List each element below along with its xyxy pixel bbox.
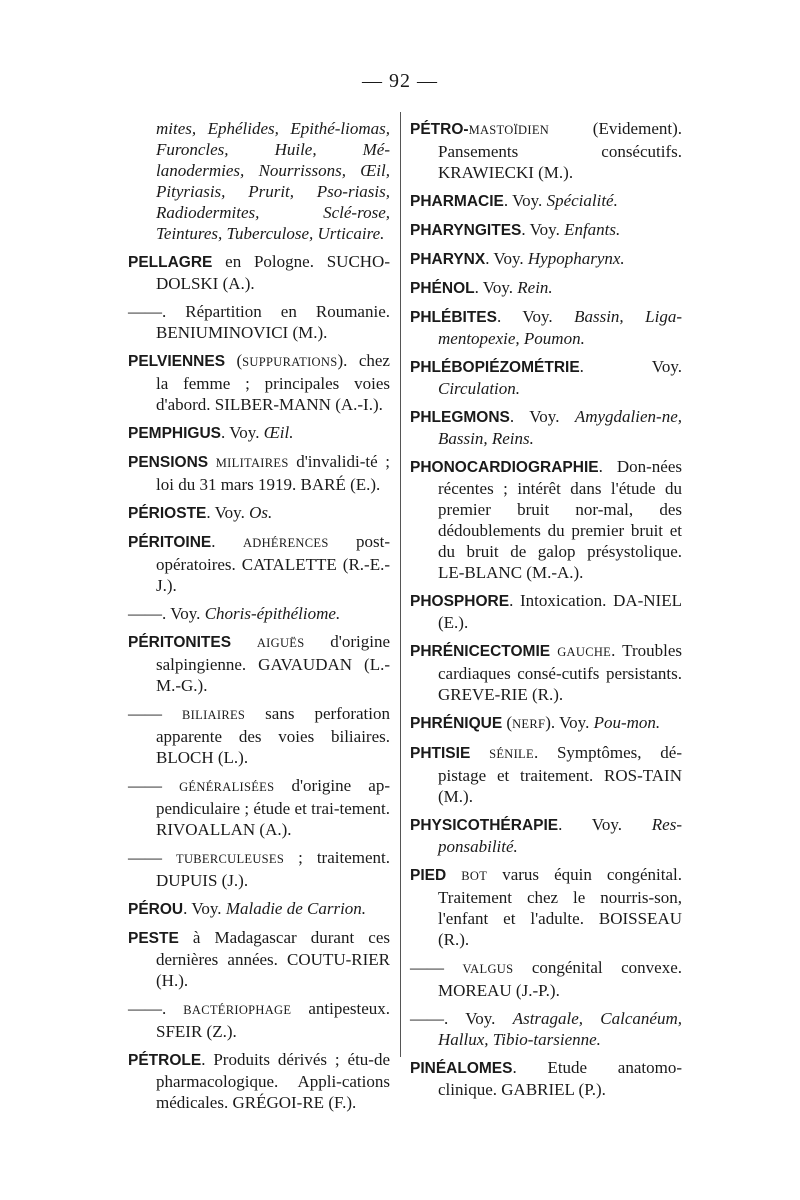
index-entry: [410, 406, 682, 449]
entry-crossref: Œil.: [263, 423, 294, 442]
index-entry: [410, 306, 682, 349]
entry-text: en Pologne. SUCHO-DOLSKI (A.).: [156, 252, 390, 293]
index-entry: [410, 248, 682, 270]
entry-heading: PÉRITOINE: [128, 534, 212, 551]
index-entry: [128, 301, 390, 343]
entry-text: . Don-nées récentes ; intérêt dans l'étude du premier bruit nor-mal, des dédoublements du premier bruit et du bruit de galop présystolique. LE-BLANC (M.-A.).: [438, 457, 682, 582]
index-entry: [410, 219, 682, 241]
entry-crossref: Choris-épithéliome.: [204, 604, 341, 623]
entry-text: antipesteux. SFEIR (Z.).: [156, 999, 390, 1041]
entry-subheading: BOT: [461, 869, 488, 883]
entry-text: congénital convexe. MOREAU (J.-P.).: [438, 958, 682, 1000]
entry-heading: PESTE: [128, 930, 179, 947]
entry-text: . Voy.: [474, 278, 518, 297]
entry-subheading: NERF: [512, 717, 546, 731]
left-column: [128, 118, 390, 1120]
entry-subheading: GÉNÉRALISÉES: [179, 780, 275, 794]
index-entry: [128, 898, 390, 920]
entry-crossref: Pou-mon.: [593, 713, 661, 732]
entry-heading: PÉROU: [128, 901, 184, 918]
index-entry: [128, 451, 390, 495]
entry-text: . Voy.: [496, 307, 575, 326]
entry-crossref: Res-ponsabilité.: [438, 815, 682, 856]
entry-subheading: MASTOÏDIEN: [468, 123, 550, 137]
index-entry: [410, 742, 682, 807]
index-entry: [410, 1057, 682, 1100]
entry-text: ). chez la femme ; principales voies d'abord. SILBER-MANN (A.-I.).: [156, 351, 390, 414]
entry-crossref: Hypopharynx.: [527, 249, 625, 268]
index-entry: [128, 350, 390, 415]
entry-text: . Etude anatomo-clinique. GABRIEL (P.).: [438, 1058, 682, 1099]
index-entry: [410, 590, 682, 633]
index-entry: [128, 1049, 390, 1113]
entry-heading: PHLEGMONS: [410, 409, 510, 426]
index-entry: [410, 712, 682, 735]
entry-text: (: [225, 351, 243, 370]
entry-text: . Voy.: [521, 220, 565, 239]
entry-crossref: Enfants.: [564, 220, 621, 239]
entry-subheading: MILITAIRES: [215, 456, 289, 470]
entry-text: . Voy.: [558, 815, 652, 834]
index-entry: [410, 957, 682, 1001]
entry-heading: PELLAGRE: [128, 254, 213, 271]
index-entry: [410, 864, 682, 950]
entry-heading: PEMPHIGUS: [128, 425, 222, 442]
index-entry: [128, 927, 390, 991]
entry-heading: PIED: [410, 867, 447, 884]
entry-text: ——: [410, 958, 463, 977]
entry-crossref: Spécialité.: [546, 191, 618, 210]
column-divider: [400, 112, 401, 1057]
entry-text: [208, 452, 216, 471]
entry-heading: PÉRIOSTE: [128, 505, 207, 522]
entry-heading: PHÉNOL: [410, 280, 475, 297]
entry-text: [470, 743, 489, 762]
entry-heading: PHTISIE: [410, 745, 471, 762]
index-entry: [410, 814, 682, 857]
entry-text: à Madagascar durant ces dernières années. COUTU-RIER (H.).: [156, 928, 390, 990]
entry-text: . Intoxication. DA-NIEL (E.).: [438, 591, 682, 632]
entry-subheading: BACTÉRIOPHAGE: [183, 1003, 292, 1017]
index-entry: [410, 118, 682, 183]
entry-text: [446, 865, 461, 884]
index-entry: [410, 356, 682, 399]
entry-crossref: Amygdalien-ne, Bassin, Reins.: [438, 407, 682, 448]
index-entry: [128, 531, 390, 596]
entry-text: . Voy.: [579, 357, 682, 376]
entry-text: ——.: [128, 999, 184, 1018]
entry-subheading: TUBERCULEUSES: [176, 852, 285, 866]
entry-text: . Voy.: [183, 899, 226, 918]
entry-text: varus équin congénital. Traitement chez le nourris-son, l'enfant et l'adulte. BOISSEAU (R.).: [438, 865, 682, 949]
entry-text: . Voy.: [485, 249, 528, 268]
entry-heading: PÉTRO-: [410, 121, 469, 138]
entry-text: . Voy.: [509, 407, 575, 426]
entry-heading: PENSIONS: [128, 454, 209, 471]
index-entry: [410, 190, 682, 212]
entry-text: ——. Voy.: [128, 604, 205, 623]
index-entry: [128, 118, 390, 244]
entry-subheading: BILIAIRES: [182, 708, 246, 722]
entry-text: (Evidement). Pansements consécutifs. KRAWIECKI (M.).: [438, 119, 682, 182]
entry-heading: PHONOCARDIOGRAPHIE: [410, 459, 599, 476]
index-entry: [128, 775, 390, 840]
index-entry: [128, 251, 390, 294]
index-entry: [128, 422, 390, 444]
entry-text: d'invalidi-té ; loi du 31 mars 1919. BARÉ (E.).: [156, 452, 391, 494]
index-entry: [410, 640, 682, 705]
entry-heading: PHYSICOTHÉRAPIE: [410, 817, 559, 834]
entry-subheading: AIGUËS: [256, 636, 305, 650]
entry-subheading: GAUCHE: [557, 645, 612, 659]
entry-text: ——. Répartition en Roumanie. BENIUMINOVICI (M.).: [128, 302, 390, 342]
entry-text: ). Voy.: [545, 713, 594, 732]
entry-heading: PÉTROLE: [128, 1052, 202, 1069]
entry-text: ——. Voy.: [410, 1009, 513, 1028]
index-entry: [128, 502, 390, 524]
entry-heading: PÉRITONITES: [128, 634, 232, 651]
entry-text: (: [502, 713, 513, 732]
entry-text: d'origine ap-pendiculaire ; étude et trai-tement. RIVOALLAN (A.).: [156, 776, 390, 839]
entry-heading: PHARYNX: [410, 251, 486, 268]
entry-subheading: VALGUS: [462, 962, 514, 976]
entry-text: d'origine salpingienne. GAVAUDAN (L.-M.-G.).: [156, 632, 390, 695]
entry-crossref: Os.: [249, 503, 273, 522]
entry-text: sans perforation apparente des voies biliaires. BLOCH (L.).: [156, 704, 390, 767]
entry-crossref: Bassin, Liga-mentopexie, Poumon.: [438, 307, 682, 348]
entry-crossref: Circulation.: [438, 379, 521, 398]
entry-subheading: SUPPURATIONS: [242, 355, 338, 369]
entry-heading: PINÉALOMES: [410, 1060, 513, 1077]
entry-heading: PHLÉBITES: [410, 309, 497, 326]
entry-crossref: Astragale, Calcanéum, Hallux, Tibio-tarsienne.: [438, 1009, 682, 1049]
index-entry: [410, 456, 682, 583]
entry-text: post-opératoires. CATALETTE (R.-E.-J.).: [156, 532, 391, 595]
index-entry: [128, 631, 390, 696]
entry-text: ——: [128, 776, 180, 795]
entry-text: . Voy.: [206, 503, 250, 522]
entry-text: . Produits dérivés ; étu-de pharmacologique. Appli-cations médicales. GRÉGOI-RE (F.).: [156, 1050, 390, 1112]
entry-text: . Voy.: [503, 191, 547, 210]
entry-text: . Voy.: [221, 423, 264, 442]
entry-heading: PHARMACIE: [410, 193, 504, 210]
right-column: [410, 118, 682, 1107]
entry-text: .: [211, 532, 243, 551]
entry-text: [231, 632, 257, 651]
index-entry: [410, 277, 682, 299]
index-entry: [128, 603, 390, 624]
entry-heading: PELVIENNES: [128, 353, 226, 370]
entry-heading: PHLÉBOPIÉZOMÉTRIE: [410, 359, 580, 376]
entry-text: ; traitement. DUPUIS (J.).: [156, 848, 391, 890]
page-number: — 92 —: [362, 70, 438, 92]
entry-crossref: mites, Ephélides, Epithé-liomas, Furoncles, Huile, Mé-lanodermies, Nourrissons, Œil, Pityriasis, Prurit, Pso-riasis, Radiodermites, Sclé-rose, Teintures, Tuberculose, Urticaire.: [156, 119, 390, 243]
entry-text: . Troubles cardiaques consé-cutifs persistants. GREVE-RIE (R.).: [438, 641, 683, 704]
entry-heading: PHARYNGITES: [410, 222, 522, 239]
index-entry: [128, 703, 390, 768]
entry-subheading: ADHÉRENCES: [242, 536, 329, 550]
entry-crossref: Maladie de Carrion.: [225, 899, 367, 918]
entry-heading: PHOSPHORE: [410, 593, 510, 610]
index-entry: [410, 1008, 682, 1050]
entry-text: ——: [128, 704, 183, 723]
entry-text: ——: [128, 848, 177, 867]
index-entry: [128, 998, 390, 1042]
entry-heading: PHRÉNICECTOMIE: [410, 643, 551, 660]
index-entry: [128, 847, 390, 891]
entry-text: . Symptômes, dé-pistage et traitement. ROS-TAIN (M.).: [438, 743, 682, 806]
entry-heading: PHRÉNIQUE: [410, 715, 503, 732]
entry-subheading: SÉNILE: [489, 747, 534, 761]
entry-crossref: Rein.: [517, 278, 553, 297]
